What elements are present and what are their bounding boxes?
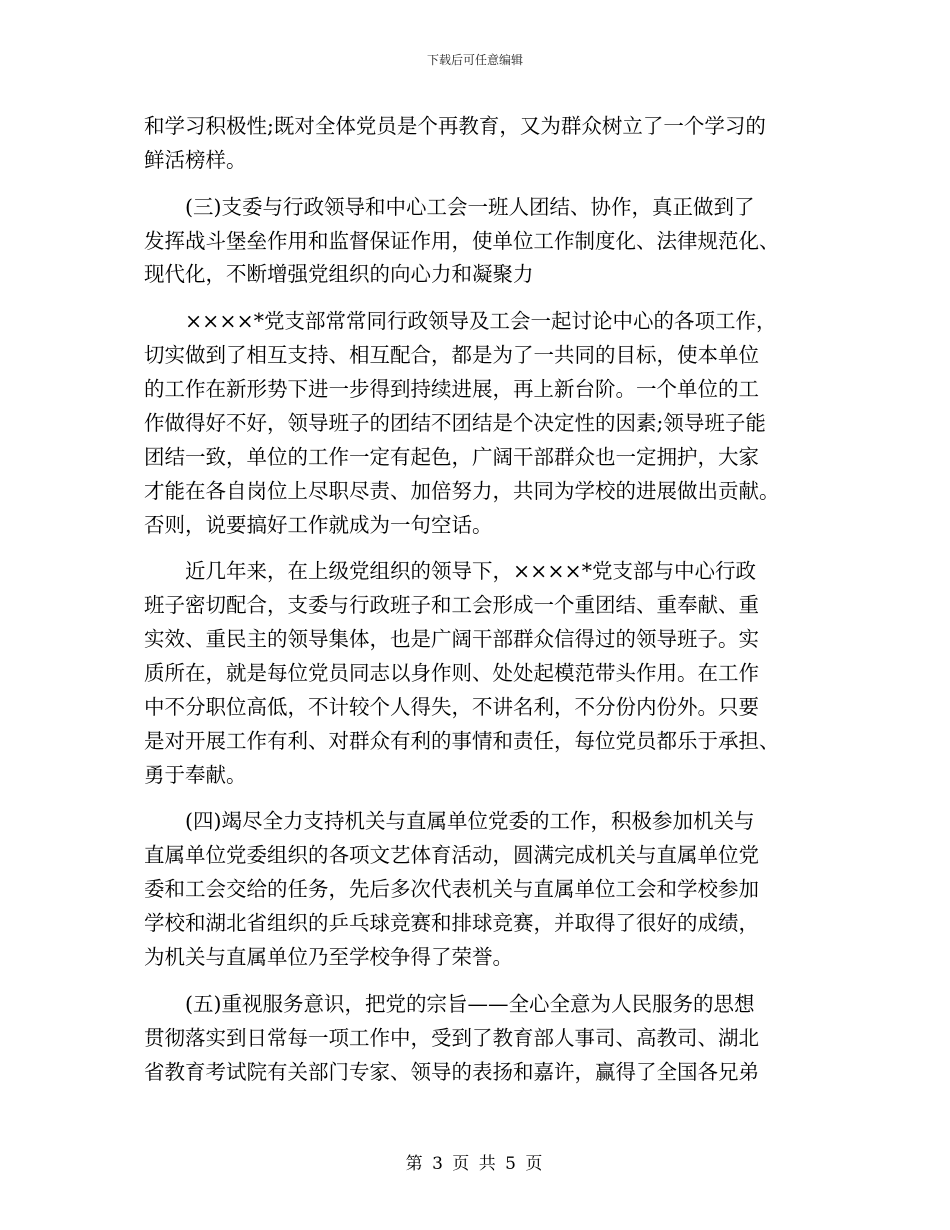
paragraph [144,305,824,542]
text-line: 现代化，不断增强党组织的向心力和凝聚力 [144,262,534,287]
text-line: 学校和湖北省组织的乒乓球竞赛和排球竞赛，并取得了很好的成绩， [144,911,759,936]
text-line: 为机关与直属单位乃至学校争得了荣誉。 [144,945,513,970]
text-line: 切实做到了相互支持、相互配合，都是为了一共同的目标，使本单位 [144,343,759,368]
document-body [144,110,824,1090]
text-line: 发挥战斗堡垒作用和监督保证作用，使单位工作制度化、法律规范化、 [144,228,780,253]
text-line: 中不分职位高低，不计较个人得失，不讲名利，不分份内份外。只要 [144,694,759,719]
text-line: (三)支委与行政领导和中心工会一班人团结、协作，真正做到了 [144,194,755,219]
text-line: 委和工会交给的任务，先后多次代表机关与直属单位工会和学校参加 [144,877,759,902]
text-line: 班子密切配合，支委与行政班子和工会形成一个重团结、重奉献、重 [144,593,759,618]
paragraph-gap [144,542,824,555]
text-line: 鲜活榜样。 [144,147,247,172]
paragraph [144,191,824,293]
text-line: 实效、重民主的领导集体，也是广阔干部群众信得过的领导班子。实 [144,627,759,652]
paragraph [144,110,824,178]
text-line: 勇于奉献。 [144,762,247,787]
paragraph [144,555,824,792]
text-line: (四)竭尽全力支持机关与直属单位党委的工作，积极参加机关与 [144,809,755,834]
text-line: 是对开展工作有利、对群众有利的事情和责任，每位党员都乐于承担、 [144,728,780,753]
page-header: 下载后可任意编辑 [426,53,523,67]
text-line: 否则，说要搞好工作就成为一句空话。 [144,512,493,537]
text-line: (五)重视服务意识，把党的宗旨——全心全意为人民服务的思想 [144,991,755,1016]
text-line: 直属单位党委组织的各项文艺体育活动，圆满完成机关与直属单位党 [144,843,759,868]
paragraph [144,805,824,974]
text-line: 近几年来，在上级党组织的领导下，××××*党支部与中心行政 [144,559,756,584]
page-number: 第 3 页 共 5 页 [405,1154,545,1174]
text-line: ××××*党支部常常同行政领导及工会一起讨论中心的各项工作， [144,309,777,334]
text-line: 的工作在新形势下进一步得到持续进展，再上新台阶。一个单位的工 [144,377,759,402]
text-line: 省教育考试院有关部门专家、领导的表扬和嘉许，赢得了全国各兄弟 [144,1059,759,1084]
text-line: 才能在各自岗位上尽职尽责、加倍努力，共同为学校的进展做出贡献。 [144,478,780,503]
text-line: 质所在，就是每位党员同志以身作则、处处起模范带头作用。在工作 [144,661,759,686]
paragraph-gap [144,975,824,988]
paragraph-gap [144,292,824,305]
text-line: 和学习积极性;既对全体党员是个再教育，又为群众树立了一个学习的 [144,114,766,138]
text-line: 作做得好不好，领导班子的团结不团结是个决定性的因素;领导班子能 [144,410,766,435]
paragraph-gap [144,793,824,806]
text-line: 贯彻落实到日常每一项工作中，受到了教育部人事司、高教司、湖北 [144,1025,759,1050]
paragraph [144,988,824,1090]
paragraph-gap [144,178,824,191]
text-line: 团结一致，单位的工作一定有起色，广阔干部群众也一定拥护，大家 [144,444,759,469]
